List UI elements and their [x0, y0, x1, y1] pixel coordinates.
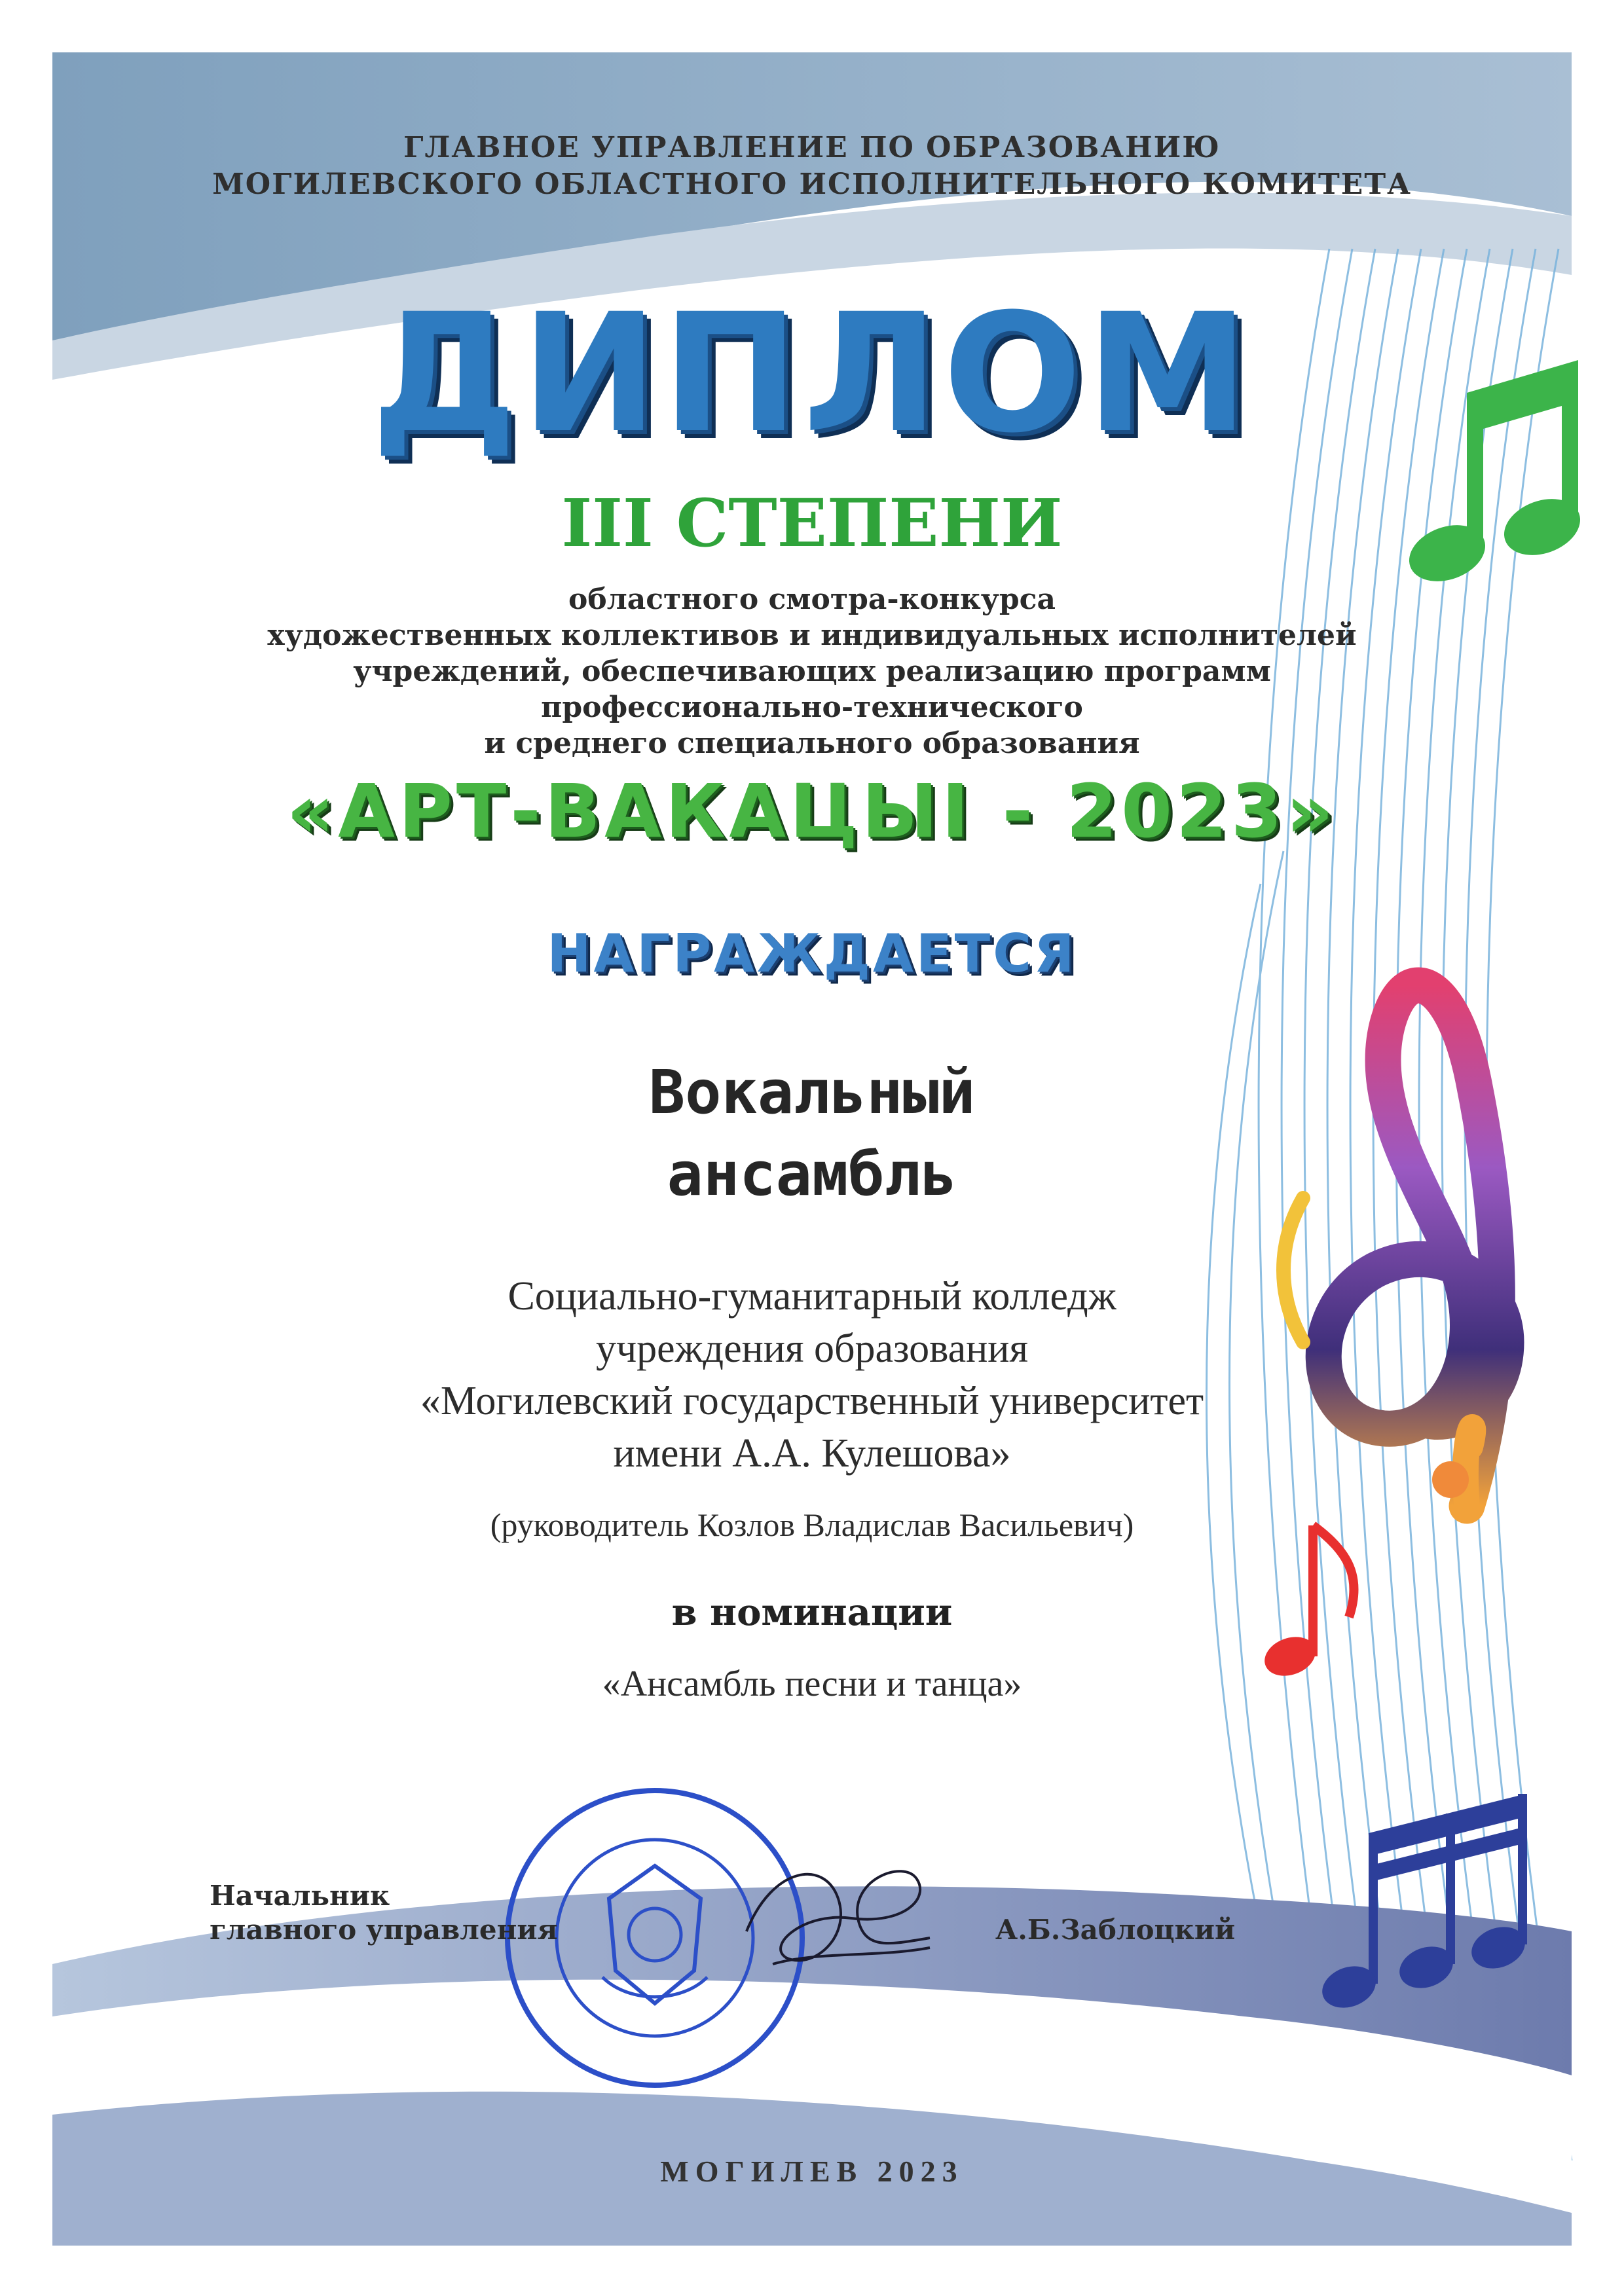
footer-city-year: МОГИЛЕВ 2023 [660, 2155, 964, 2188]
signatory-position-line-2: главного управления [210, 1914, 558, 1946]
institution-line-1: Социально-гуманитарный колледж [507, 1274, 1116, 1319]
nomination-label: в номинации [671, 1591, 953, 1634]
leader-text: (руководитель Козлов Владислав Васильевич) [490, 1506, 1134, 1543]
recipient-line-1: Вокальный [648, 1057, 976, 1127]
contest-line-2: художественных коллективов и индивидуальных исполнителей [267, 619, 1357, 652]
contest-line-3: учреждений, обеспечивающих реализацию программ [353, 655, 1271, 688]
diploma-degree: III СТЕПЕНИ [561, 484, 1063, 562]
issuer-line-2: МОГИЛЕВСКОГО ОБЛАСТНОГО ИСПОЛНИТЕЛЬНОГО КОМИТЕТА [212, 168, 1412, 201]
nomination-value: «Ансамбль песни и танца» [602, 1664, 1022, 1704]
signatory-name: А.Б.Заблоцкий [995, 1914, 1236, 1946]
contest-line-5: и среднего специального образования [484, 727, 1140, 760]
institution-line-4: имени А.А. Кулешова» [613, 1431, 1011, 1476]
awarded-label: НАГРАЖДАЕТСЯ [547, 923, 1077, 984]
institution-line-2: учреждения образования [595, 1326, 1029, 1371]
signatory-position [210, 1879, 558, 1947]
issuer-line-1: ГЛАВНОЕ УПРАВЛЕНИЕ ПО ОБРАЗОВАНИЮ [403, 131, 1221, 164]
contest-line-4: профессионально-технического [541, 691, 1083, 724]
diploma-title: ДИПЛОМ [371, 278, 1253, 469]
signatory-position-line-1: Начальник [210, 1880, 390, 1912]
contest-name: «АРТ-ВАКАЦЫІ - 2023» [286, 769, 1338, 854]
institution-line-3: «Могилевский государственный университет [420, 1379, 1204, 1423]
recipient-line-2: ансамбль [667, 1139, 957, 1209]
contest-line-1: областного смотра-конкурса [568, 583, 1056, 616]
